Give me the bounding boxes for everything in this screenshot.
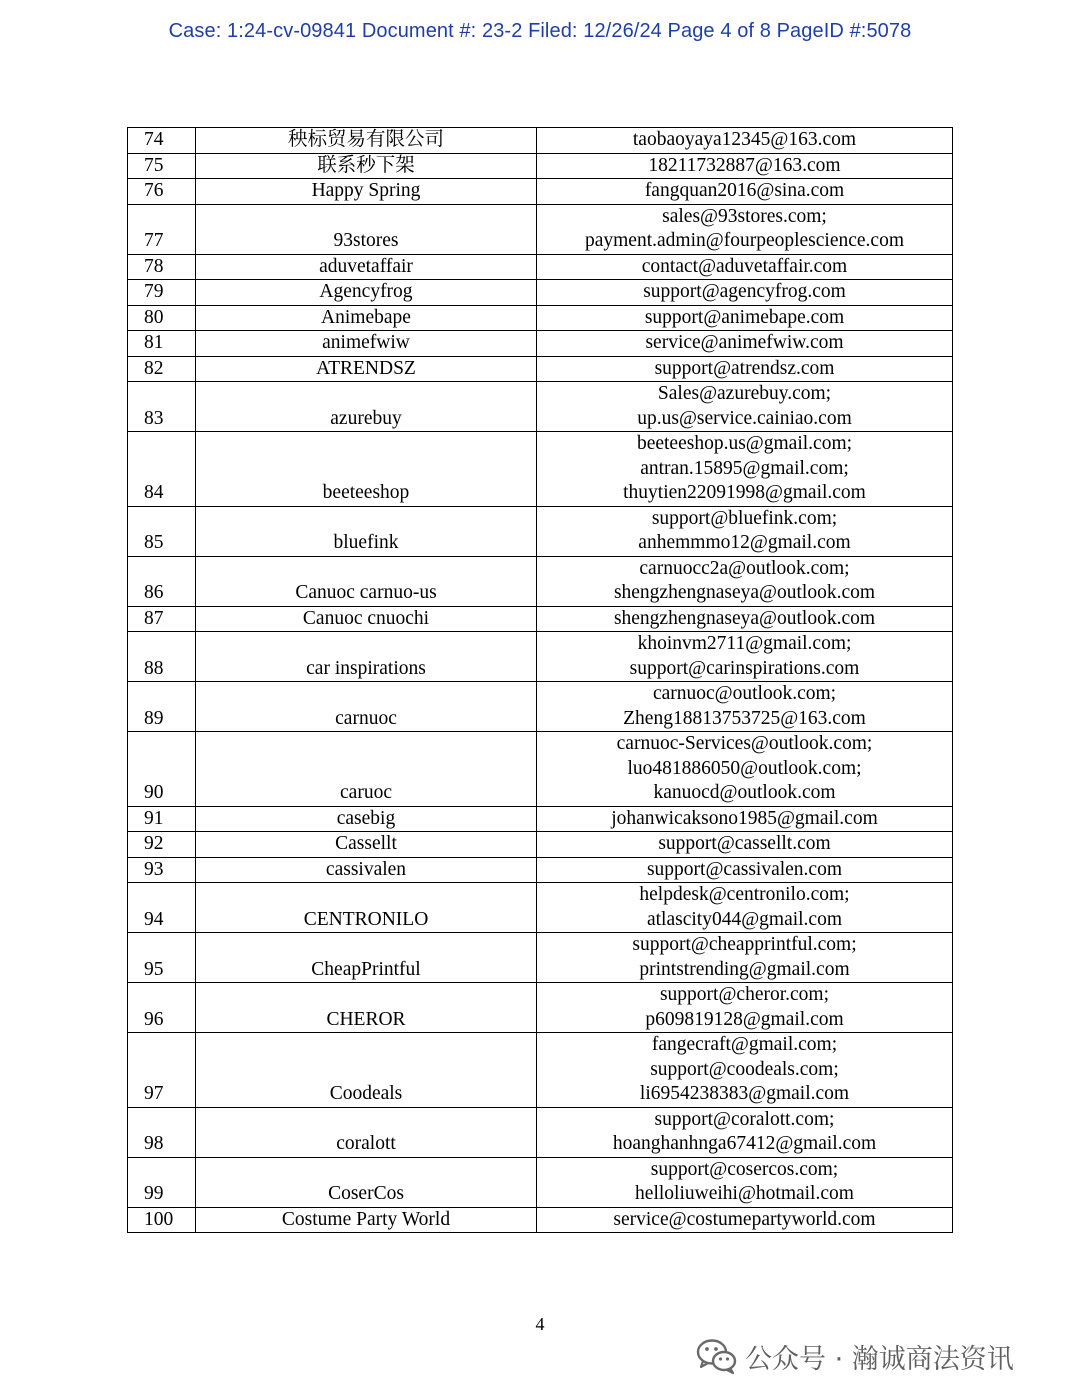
email-address: payment.admin@fourpeoplescience.com	[584, 230, 904, 251]
row-number: 92	[128, 832, 196, 858]
email-address: support@coodeals.com;	[650, 1058, 839, 1080]
row-number: 96	[128, 983, 196, 1033]
email-address: kanuocd@outlook.com	[653, 782, 836, 803]
row-number: 91	[128, 806, 196, 832]
table-row	[128, 1157, 953, 1207]
email-address: support@animebape.com	[644, 306, 845, 328]
email-address: johanwicaksono1985@gmail.com	[611, 807, 878, 829]
row-number: 93	[128, 857, 196, 883]
email-address: support@carinspirations.com	[629, 657, 860, 679]
email-cell	[537, 983, 953, 1033]
row-number: 83	[128, 382, 196, 432]
email-cell	[537, 1033, 953, 1108]
table-row	[128, 382, 953, 432]
email-address: support@agencyfrog.com	[643, 281, 846, 302]
table-row	[128, 632, 953, 682]
email-address: support@bluefink.com;	[651, 507, 838, 529]
table-row	[128, 128, 953, 154]
email-address: li6954238383@gmail.com	[639, 1083, 850, 1104]
table-row	[128, 280, 953, 306]
store-name: coralott	[196, 1107, 537, 1157]
email-address: hoanghanhnga67412@gmail.com	[612, 1133, 877, 1154]
store-name: animefwiw	[196, 331, 537, 357]
email-cell	[537, 305, 953, 331]
email-address: carnuoc-Services@outlook.com;	[616, 733, 873, 754]
store-name: caruoc	[196, 732, 537, 807]
store-name: azurebuy	[196, 382, 537, 432]
store-name: Costume Party World	[196, 1207, 537, 1233]
email-address: support@atrendsz.com	[654, 357, 835, 379]
row-number: 99	[128, 1157, 196, 1207]
table-row	[128, 506, 953, 556]
table-body	[128, 128, 953, 1233]
email-address: p609819128@gmail.com	[645, 1008, 844, 1030]
email-cell	[537, 1157, 953, 1207]
email-address: Sales@azurebuy.com;	[657, 383, 832, 404]
table-row	[128, 983, 953, 1033]
email-address: khoinvm2711@gmail.com;	[637, 633, 852, 654]
email-address: taobaoyaya12345@163.com	[632, 129, 857, 150]
table-row	[128, 832, 953, 858]
email-address: helpdesk@centronilo.com;	[639, 884, 850, 905]
row-number: 95	[128, 933, 196, 983]
store-name: carnuoc	[196, 682, 537, 732]
email-cell	[537, 179, 953, 205]
email-cell	[537, 806, 953, 832]
row-number: 86	[128, 556, 196, 606]
row-number: 89	[128, 682, 196, 732]
row-number: 76	[128, 179, 196, 205]
email-address: support@cheapprintful.com;	[632, 934, 857, 955]
store-name: Cassellt	[196, 832, 537, 858]
email-address: support@cosercos.com;	[650, 1158, 839, 1180]
email-address: support@cheror.com;	[659, 984, 830, 1005]
store-name: beeteeshop	[196, 432, 537, 507]
email-cell	[537, 606, 953, 632]
email-address: beeteeshop.us@gmail.com;	[636, 433, 853, 454]
store-name: aduvetaffair	[196, 254, 537, 280]
defendants-table	[127, 127, 953, 1233]
store-name: Happy Spring	[196, 179, 537, 205]
table-row	[128, 556, 953, 606]
email-cell	[537, 254, 953, 280]
email-address: Zheng18813753725@163.com	[623, 707, 866, 729]
email-cell	[537, 204, 953, 254]
table-row	[128, 331, 953, 357]
email-cell	[537, 832, 953, 858]
wechat-icon	[695, 1336, 739, 1376]
store-name: Coodeals	[196, 1033, 537, 1108]
row-number: 100	[128, 1207, 196, 1233]
table-row	[128, 1207, 953, 1233]
store-name: 联系秒下架	[196, 153, 537, 179]
email-address: shengzhengnaseya@outlook.com	[613, 582, 876, 603]
store-name: CENTRONILO	[196, 883, 537, 933]
store-name: ATRENDSZ	[196, 356, 537, 382]
email-cell	[537, 382, 953, 432]
table-row	[128, 1107, 953, 1157]
store-name: Canuoc carnuo-us	[196, 556, 537, 606]
email-address: 18211732887@163.com	[648, 154, 841, 176]
store-name: Canuoc cnuochi	[196, 606, 537, 632]
email-address: support@coralott.com;	[654, 1108, 835, 1130]
email-address: atlascity044@gmail.com	[646, 908, 843, 930]
store-name: CheapPrintful	[196, 933, 537, 983]
email-cell	[537, 280, 953, 306]
row-number: 90	[128, 732, 196, 807]
email-address: service@animefwiw.com	[645, 332, 844, 353]
table-row	[128, 254, 953, 280]
email-address: luo481886050@outlook.com;	[627, 757, 862, 779]
email-cell	[537, 883, 953, 933]
store-name: bluefink	[196, 506, 537, 556]
row-number: 80	[128, 305, 196, 331]
email-cell	[537, 682, 953, 732]
email-cell	[537, 732, 953, 807]
table-row	[128, 682, 953, 732]
email-address: support@cassellt.com	[658, 833, 831, 854]
email-cell	[537, 153, 953, 179]
row-number: 82	[128, 356, 196, 382]
email-address: shengzhengnaseya@outlook.com	[613, 607, 876, 629]
email-cell	[537, 356, 953, 382]
email-address: support@cassivalen.com	[646, 858, 843, 880]
table-row	[128, 933, 953, 983]
row-number: 81	[128, 331, 196, 357]
email-cell	[537, 857, 953, 883]
row-number: 88	[128, 632, 196, 682]
row-number: 74	[128, 128, 196, 154]
email-address: contact@aduvetaffair.com	[641, 255, 848, 277]
row-number: 78	[128, 254, 196, 280]
email-cell	[537, 331, 953, 357]
email-cell	[537, 1207, 953, 1233]
email-address: up.us@service.cainiao.com	[637, 407, 852, 429]
store-name: casebig	[196, 806, 537, 832]
row-number: 94	[128, 883, 196, 933]
email-address: carnuoc@outlook.com;	[652, 683, 837, 704]
row-number: 77	[128, 204, 196, 254]
table-row	[128, 806, 953, 832]
row-number: 79	[128, 280, 196, 306]
email-address: antran.15895@gmail.com;	[640, 457, 849, 479]
table-row	[128, 1033, 953, 1108]
store-name: 93stores	[196, 204, 537, 254]
email-cell	[537, 432, 953, 507]
row-number: 84	[128, 432, 196, 507]
store-name: Agencyfrog	[196, 280, 537, 306]
store-name: car inspirations	[196, 632, 537, 682]
email-cell	[537, 506, 953, 556]
row-number: 87	[128, 606, 196, 632]
email-address: thuytien22091998@gmail.com	[623, 482, 866, 503]
table-row	[128, 153, 953, 179]
table-row	[128, 883, 953, 933]
store-name: cassivalen	[196, 857, 537, 883]
table-row	[128, 179, 953, 205]
email-cell	[537, 933, 953, 983]
table-row	[128, 606, 953, 632]
store-name: CoserCos	[196, 1157, 537, 1207]
email-cell	[537, 632, 953, 682]
email-cell	[537, 128, 953, 154]
email-address: carnuocc2a@outlook.com;	[639, 557, 850, 579]
table-row	[128, 857, 953, 883]
row-number: 98	[128, 1107, 196, 1157]
table-row	[128, 432, 953, 507]
email-address: service@costumepartyworld.com	[613, 1208, 876, 1230]
row-number: 75	[128, 153, 196, 179]
row-number: 85	[128, 506, 196, 556]
table-row	[128, 305, 953, 331]
case-header: Case: 1:24-cv-09841 Document #: 23-2 Filed: 12/26/24 Page 4 of 8 PageID #:5078	[168, 20, 912, 42]
email-address: sales@93stores.com;	[662, 205, 827, 227]
email-address: fangquan2016@sina.com	[644, 180, 845, 201]
table-row	[128, 356, 953, 382]
email-address: helloliuweihi@hotmail.com	[635, 1183, 854, 1204]
email-cell	[537, 556, 953, 606]
table-row	[128, 204, 953, 254]
page-number: 4	[535, 1314, 545, 1334]
watermark-text: 公众号 · 瀚诚商法资讯	[745, 1343, 1014, 1375]
table-row	[128, 732, 953, 807]
email-cell	[537, 1107, 953, 1157]
row-number: 97	[128, 1033, 196, 1108]
store-name: 秧标贸易有限公司	[196, 128, 537, 154]
store-name: CHEROR	[196, 983, 537, 1033]
store-name: Animebape	[196, 305, 537, 331]
email-address: printstrending@gmail.com	[639, 958, 850, 980]
email-address: anhemmmo12@gmail.com	[638, 532, 851, 553]
email-address: fangecraft@gmail.com;	[651, 1034, 838, 1055]
watermark	[695, 1336, 1014, 1376]
